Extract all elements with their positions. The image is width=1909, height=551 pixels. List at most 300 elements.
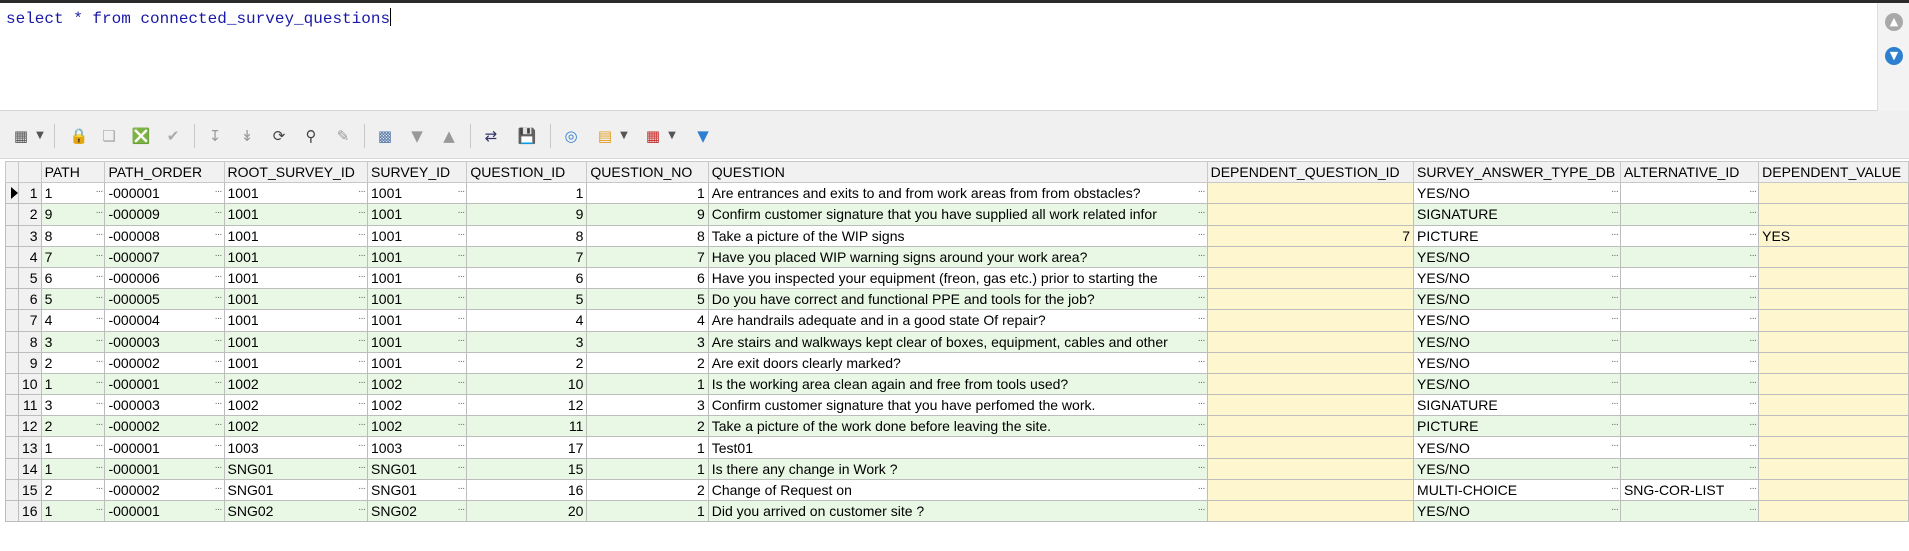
cell-root-survey-id[interactable] xyxy=(224,395,368,416)
cell-root-survey-id[interactable] xyxy=(224,289,368,310)
cell-root-survey-id[interactable] xyxy=(224,416,368,437)
cell-dependent-value[interactable] xyxy=(1759,267,1909,288)
cell-dependent-question-id[interactable] xyxy=(1207,479,1413,500)
cell-dependent-value[interactable] xyxy=(1759,479,1909,500)
cell-ellipsis-button[interactable]: ··· xyxy=(1610,249,1618,261)
cell-ellipsis-button[interactable]: ··· xyxy=(214,419,222,431)
cell-ellipsis-button[interactable]: ··· xyxy=(1749,249,1757,261)
table-row[interactable] xyxy=(6,225,1909,246)
cell-ellipsis-button[interactable]: ··· xyxy=(95,461,103,473)
chart-icon[interactable]: ▤ xyxy=(597,127,613,145)
cell-ellipsis-button[interactable]: ··· xyxy=(95,334,103,346)
cell-ellipsis-button[interactable]: ··· xyxy=(1197,398,1205,410)
cell-ellipsis-button[interactable]: ··· xyxy=(1197,270,1205,282)
cell-dependent-question-id[interactable] xyxy=(1207,225,1413,246)
cell-ellipsis-button[interactable]: ··· xyxy=(214,228,222,240)
cell-ellipsis-button[interactable]: ··· xyxy=(1610,376,1618,388)
cell-question[interactable] xyxy=(708,352,1207,373)
cell-survey-id[interactable] xyxy=(368,246,467,267)
query-by-example-icon[interactable]: ◎ xyxy=(564,127,578,145)
cell-question-id[interactable] xyxy=(467,479,587,500)
cell-dependent-question-id[interactable] xyxy=(1207,267,1413,288)
cell-ellipsis-button[interactable]: ··· xyxy=(214,461,222,473)
cell-ellipsis-button[interactable]: ··· xyxy=(214,207,222,219)
cell-dependent-question-id[interactable] xyxy=(1207,373,1413,394)
cell-alternative-id[interactable] xyxy=(1620,246,1758,267)
row-number[interactable]: 10 xyxy=(19,373,42,394)
cell-question-no[interactable] xyxy=(587,246,708,267)
cell-ellipsis-button[interactable]: ··· xyxy=(95,313,103,325)
cell-alternative-id[interactable] xyxy=(1620,416,1758,437)
cell-question[interactable] xyxy=(708,246,1207,267)
column-header-alternative-id[interactable]: ALTERNATIVE_ID xyxy=(1620,162,1758,183)
cell-ellipsis-button[interactable]: ··· xyxy=(95,207,103,219)
cell-ellipsis-button[interactable]: ··· xyxy=(358,313,366,325)
cell-root-survey-id[interactable] xyxy=(224,373,368,394)
cell-question[interactable] xyxy=(708,183,1207,204)
cell-ellipsis-button[interactable]: ··· xyxy=(1749,376,1757,388)
cell-question-no[interactable] xyxy=(587,501,708,522)
cell-path-order[interactable] xyxy=(105,310,224,331)
cell-dependent-question-id[interactable] xyxy=(1207,331,1413,352)
column-header-root-survey-id[interactable]: ROOT_SURVEY_ID xyxy=(224,162,368,183)
cell-path-order[interactable] xyxy=(105,289,224,310)
cell-path-order[interactable] xyxy=(105,331,224,352)
clear-icon[interactable]: ❎ xyxy=(131,127,151,145)
cell-question[interactable] xyxy=(708,373,1207,394)
cell-ellipsis-button[interactable]: ··· xyxy=(358,334,366,346)
cell-ellipsis-button[interactable]: ··· xyxy=(457,355,465,367)
cell-ellipsis-button[interactable]: ··· xyxy=(1610,398,1618,410)
cell-path-order[interactable] xyxy=(105,373,224,394)
cell-ellipsis-button[interactable]: ··· xyxy=(1610,419,1618,431)
cell-path-order[interactable] xyxy=(105,395,224,416)
cell-ellipsis-button[interactable]: ··· xyxy=(358,398,366,410)
cell-question-no[interactable] xyxy=(587,458,708,479)
table-row[interactable] xyxy=(6,204,1909,225)
cell-ellipsis-button[interactable]: ··· xyxy=(358,270,366,282)
table-row[interactable] xyxy=(6,479,1909,500)
cell-ellipsis-button[interactable]: ··· xyxy=(358,504,366,515)
cell-alternative-id[interactable] xyxy=(1620,183,1758,204)
table-row[interactable] xyxy=(6,395,1909,416)
cell-ellipsis-button[interactable]: ··· xyxy=(1749,398,1757,410)
cell-ellipsis-button[interactable]: ··· xyxy=(1610,186,1618,198)
cell-ellipsis-button[interactable]: ··· xyxy=(1197,482,1205,494)
cell-question-id[interactable] xyxy=(467,395,587,416)
cell-root-survey-id[interactable] xyxy=(224,437,368,458)
cell-survey-answer-type-db[interactable] xyxy=(1414,183,1621,204)
cell-ellipsis-button[interactable]: ··· xyxy=(1610,355,1618,367)
cell-survey-answer-type-db[interactable] xyxy=(1414,479,1621,500)
cell-path[interactable] xyxy=(41,267,105,288)
cell-alternative-id[interactable] xyxy=(1620,352,1758,373)
cell-dependent-value[interactable] xyxy=(1759,331,1909,352)
cell-path[interactable] xyxy=(41,331,105,352)
cell-root-survey-id[interactable] xyxy=(224,204,368,225)
cell-ellipsis-button[interactable]: ··· xyxy=(358,461,366,473)
cell-dependent-value[interactable] xyxy=(1759,395,1909,416)
cell-ellipsis-button[interactable]: ··· xyxy=(1610,334,1618,346)
cell-dependent-value[interactable] xyxy=(1759,183,1909,204)
cell-ellipsis-button[interactable]: ··· xyxy=(358,228,366,240)
cell-survey-id[interactable] xyxy=(368,479,467,500)
cell-path[interactable] xyxy=(41,289,105,310)
table-row[interactable] xyxy=(6,267,1909,288)
cell-dependent-value[interactable] xyxy=(1759,458,1909,479)
cell-ellipsis-button[interactable]: ··· xyxy=(95,355,103,367)
cell-survey-answer-type-db[interactable] xyxy=(1414,204,1621,225)
sql-editor[interactable] xyxy=(0,3,1877,111)
cell-path-order[interactable] xyxy=(105,352,224,373)
cell-survey-id[interactable] xyxy=(368,416,467,437)
row-number[interactable]: 13 xyxy=(19,437,42,458)
cell-question[interactable] xyxy=(708,331,1207,352)
cell-alternative-id[interactable] xyxy=(1620,437,1758,458)
cell-question[interactable] xyxy=(708,289,1207,310)
cell-ellipsis-button[interactable]: ··· xyxy=(95,482,103,494)
cell-survey-id[interactable] xyxy=(368,204,467,225)
cell-ellipsis-button[interactable]: ··· xyxy=(1749,270,1757,282)
table-row[interactable] xyxy=(6,458,1909,479)
column-header-question-no[interactable]: QUESTION_NO xyxy=(587,162,708,183)
cell-question-id[interactable] xyxy=(467,373,587,394)
cell-root-survey-id[interactable] xyxy=(224,458,368,479)
row-number[interactable]: 6 xyxy=(19,289,42,310)
cell-root-survey-id[interactable] xyxy=(224,352,368,373)
cell-ellipsis-button[interactable]: ··· xyxy=(95,504,103,515)
cell-question-no[interactable] xyxy=(587,331,708,352)
cell-ellipsis-button[interactable]: ··· xyxy=(457,419,465,431)
cell-question[interactable] xyxy=(708,437,1207,458)
cell-ellipsis-button[interactable]: ··· xyxy=(1749,461,1757,473)
cell-ellipsis-button[interactable]: ··· xyxy=(457,504,465,515)
link-icon[interactable]: ⇄ xyxy=(484,127,498,145)
save-icon[interactable]: 💾 xyxy=(517,127,537,145)
cell-question-no[interactable] xyxy=(587,310,708,331)
cell-ellipsis-button[interactable]: ··· xyxy=(95,228,103,240)
cell-alternative-id[interactable] xyxy=(1620,395,1758,416)
cell-ellipsis-button[interactable]: ··· xyxy=(1610,482,1618,494)
cell-ellipsis-button[interactable]: ··· xyxy=(1197,228,1205,240)
cell-path[interactable] xyxy=(41,395,105,416)
column-header-question[interactable]: QUESTION xyxy=(708,162,1207,183)
cell-survey-answer-type-db[interactable] xyxy=(1414,289,1621,310)
cell-ellipsis-button[interactable]: ··· xyxy=(214,313,222,325)
cell-dependent-question-id[interactable] xyxy=(1207,204,1413,225)
cell-question-no[interactable] xyxy=(587,225,708,246)
row-number[interactable]: 2 xyxy=(19,204,42,225)
cell-ellipsis-button[interactable]: ··· xyxy=(457,313,465,325)
cell-ellipsis-button[interactable]: ··· xyxy=(214,440,222,452)
cell-dependent-value[interactable] xyxy=(1759,246,1909,267)
cell-survey-answer-type-db[interactable] xyxy=(1414,310,1621,331)
cell-path-order[interactable] xyxy=(105,416,224,437)
cell-dependent-value[interactable] xyxy=(1759,204,1909,225)
cell-question-no[interactable] xyxy=(587,267,708,288)
cell-dependent-question-id[interactable] xyxy=(1207,246,1413,267)
cell-ellipsis-button[interactable]: ··· xyxy=(457,398,465,410)
table-row[interactable] xyxy=(6,246,1909,267)
cell-question-id[interactable] xyxy=(467,289,587,310)
cell-survey-id[interactable] xyxy=(368,331,467,352)
column-header-survey-answer-type-db[interactable]: SURVEY_ANSWER_TYPE_DB xyxy=(1414,162,1621,183)
cell-dependent-question-id[interactable] xyxy=(1207,289,1413,310)
cell-question-id[interactable] xyxy=(467,416,587,437)
cell-ellipsis-button[interactable]: ··· xyxy=(95,186,103,198)
cell-question-id[interactable] xyxy=(467,310,587,331)
cell-survey-answer-type-db[interactable] xyxy=(1414,331,1621,352)
cell-alternative-id[interactable] xyxy=(1620,289,1758,310)
cell-dependent-value[interactable] xyxy=(1759,437,1909,458)
table-row[interactable] xyxy=(6,352,1909,373)
cell-ellipsis-button[interactable]: ··· xyxy=(1197,186,1205,198)
cell-dependent-value[interactable] xyxy=(1759,310,1909,331)
cell-survey-id[interactable] xyxy=(368,310,467,331)
cell-ellipsis-button[interactable]: ··· xyxy=(457,270,465,282)
layout-icon[interactable]: ▩ xyxy=(377,127,393,145)
cell-ellipsis-button[interactable]: ··· xyxy=(1197,419,1205,431)
cell-root-survey-id[interactable] xyxy=(224,246,368,267)
table-row[interactable] xyxy=(6,289,1909,310)
cell-survey-id[interactable] xyxy=(368,501,467,522)
table-row[interactable] xyxy=(6,331,1909,352)
row-number[interactable]: 15 xyxy=(19,479,42,500)
cell-ellipsis-button[interactable]: ··· xyxy=(457,249,465,261)
cell-ellipsis-button[interactable]: ··· xyxy=(95,376,103,388)
row-number[interactable]: 8 xyxy=(19,331,42,352)
cell-path[interactable] xyxy=(41,246,105,267)
cell-question-no[interactable] xyxy=(587,183,708,204)
row-number[interactable]: 5 xyxy=(19,267,42,288)
cell-question[interactable] xyxy=(708,204,1207,225)
cell-dependent-value[interactable] xyxy=(1759,416,1909,437)
cell-path[interactable] xyxy=(41,458,105,479)
cell-root-survey-id[interactable] xyxy=(224,310,368,331)
cell-ellipsis-button[interactable]: ··· xyxy=(1610,292,1618,304)
cell-ellipsis-button[interactable]: ··· xyxy=(1197,313,1205,325)
cell-alternative-id[interactable] xyxy=(1620,479,1758,500)
cell-survey-id[interactable] xyxy=(368,458,467,479)
cell-ellipsis-button[interactable]: ··· xyxy=(358,249,366,261)
cell-dependent-value[interactable] xyxy=(1759,225,1909,246)
cell-path-order[interactable] xyxy=(105,183,224,204)
cell-question-id[interactable] xyxy=(467,458,587,479)
export-grid-icon[interactable]: ▦ xyxy=(645,127,661,145)
cell-ellipsis-button[interactable]: ··· xyxy=(214,398,222,410)
cell-ellipsis-button[interactable]: ··· xyxy=(95,270,103,282)
cell-question-no[interactable] xyxy=(587,352,708,373)
cell-dependent-question-id[interactable] xyxy=(1207,352,1413,373)
cell-survey-id[interactable] xyxy=(368,267,467,288)
cell-ellipsis-button[interactable]: ··· xyxy=(95,249,103,261)
cell-ellipsis-button[interactable]: ··· xyxy=(214,504,222,515)
cell-ellipsis-button[interactable]: ··· xyxy=(1610,270,1618,282)
cell-question[interactable] xyxy=(708,479,1207,500)
scroll-down-icon[interactable]: ▼ xyxy=(1885,47,1903,65)
cell-dependent-value[interactable] xyxy=(1759,289,1909,310)
chart-chevron-down-icon[interactable]: ▼ xyxy=(620,130,628,141)
cell-root-survey-id[interactable] xyxy=(224,331,368,352)
cell-question-no[interactable] xyxy=(587,289,708,310)
cell-ellipsis-button[interactable]: ··· xyxy=(457,376,465,388)
cell-question[interactable] xyxy=(708,416,1207,437)
cell-path[interactable] xyxy=(41,204,105,225)
cell-root-survey-id[interactable] xyxy=(224,183,368,204)
cell-ellipsis-button[interactable]: ··· xyxy=(95,398,103,410)
cell-question[interactable] xyxy=(708,395,1207,416)
row-number[interactable]: 14 xyxy=(19,458,42,479)
cell-question[interactable] xyxy=(708,267,1207,288)
cell-survey-id[interactable] xyxy=(368,373,467,394)
cell-ellipsis-button[interactable]: ··· xyxy=(1197,207,1205,219)
table-row[interactable] xyxy=(6,501,1909,522)
column-header-dependent-question-id[interactable]: DEPENDENT_QUESTION_ID xyxy=(1207,162,1413,183)
cell-survey-answer-type-db[interactable] xyxy=(1414,267,1621,288)
find-icon[interactable]: ⚲ xyxy=(305,127,317,145)
row-number[interactable]: 12 xyxy=(19,416,42,437)
cell-path[interactable] xyxy=(41,416,105,437)
cell-ellipsis-button[interactable]: ··· xyxy=(1749,440,1757,452)
cell-ellipsis-button[interactable]: ··· xyxy=(457,186,465,198)
cell-survey-answer-type-db[interactable] xyxy=(1414,225,1621,246)
cell-dependent-question-id[interactable] xyxy=(1207,183,1413,204)
cell-ellipsis-button[interactable]: ··· xyxy=(1610,504,1618,515)
cell-question-no[interactable] xyxy=(587,204,708,225)
cell-ellipsis-button[interactable]: ··· xyxy=(214,482,222,494)
row-number[interactable]: 9 xyxy=(19,352,42,373)
sort-asc-icon[interactable]: ▲ xyxy=(443,127,455,145)
column-header-path[interactable]: PATH xyxy=(41,162,105,183)
cell-question-id[interactable] xyxy=(467,267,587,288)
cell-alternative-id[interactable] xyxy=(1620,310,1758,331)
cell-ellipsis-button[interactable]: ··· xyxy=(457,482,465,494)
cell-dependent-question-id[interactable] xyxy=(1207,416,1413,437)
cell-survey-answer-type-db[interactable] xyxy=(1414,352,1621,373)
row-number[interactable]: 4 xyxy=(19,246,42,267)
cell-ellipsis-button[interactable]: ··· xyxy=(1610,228,1618,240)
table-row[interactable] xyxy=(6,310,1909,331)
cell-path[interactable] xyxy=(41,225,105,246)
cell-ellipsis-button[interactable]: ··· xyxy=(214,186,222,198)
cell-question[interactable] xyxy=(708,310,1207,331)
cell-ellipsis-button[interactable]: ··· xyxy=(1197,440,1205,452)
cell-ellipsis-button[interactable]: ··· xyxy=(214,376,222,388)
cell-ellipsis-button[interactable]: ··· xyxy=(1610,207,1618,219)
table-row[interactable] xyxy=(6,183,1909,204)
refresh-icon[interactable]: ⟳ xyxy=(272,127,286,145)
cell-ellipsis-button[interactable]: ··· xyxy=(358,207,366,219)
scroll-up-icon[interactable]: ▲ xyxy=(1885,13,1903,31)
cell-ellipsis-button[interactable]: ··· xyxy=(1197,461,1205,473)
cell-question-id[interactable] xyxy=(467,331,587,352)
first-record-icon[interactable]: ↧ xyxy=(208,127,222,145)
cell-question-id[interactable] xyxy=(467,204,587,225)
row-number[interactable]: 1 xyxy=(19,183,42,204)
lock-icon[interactable]: 🔒 xyxy=(69,127,89,145)
cell-ellipsis-button[interactable]: ··· xyxy=(95,440,103,452)
cell-root-survey-id[interactable] xyxy=(224,225,368,246)
cell-ellipsis-button[interactable]: ··· xyxy=(1749,355,1757,367)
cell-ellipsis-button[interactable]: ··· xyxy=(1610,461,1618,473)
cell-question[interactable] xyxy=(708,458,1207,479)
cell-ellipsis-button[interactable]: ··· xyxy=(214,334,222,346)
cell-survey-answer-type-db[interactable] xyxy=(1414,416,1621,437)
cell-survey-id[interactable] xyxy=(368,437,467,458)
cell-dependent-question-id[interactable] xyxy=(1207,395,1413,416)
cell-path[interactable] xyxy=(41,501,105,522)
cell-survey-answer-type-db[interactable] xyxy=(1414,437,1621,458)
cell-ellipsis-button[interactable]: ··· xyxy=(1197,334,1205,346)
cell-survey-id[interactable] xyxy=(368,225,467,246)
post-check-icon[interactable]: ✔ xyxy=(166,127,180,145)
cell-root-survey-id[interactable] xyxy=(224,479,368,500)
cell-ellipsis-button[interactable]: ··· xyxy=(358,440,366,452)
cell-dependent-question-id[interactable] xyxy=(1207,310,1413,331)
cell-alternative-id[interactable] xyxy=(1620,331,1758,352)
grid-settings-icon[interactable]: ▦ xyxy=(13,127,29,145)
export-chevron-down-icon[interactable]: ▼ xyxy=(668,130,676,141)
cell-ellipsis-button[interactable]: ··· xyxy=(95,419,103,431)
cell-path[interactable] xyxy=(41,310,105,331)
row-number[interactable]: 7 xyxy=(19,310,42,331)
cell-ellipsis-button[interactable]: ··· xyxy=(1197,292,1205,304)
cell-ellipsis-button[interactable]: ··· xyxy=(1749,419,1757,431)
cell-ellipsis-button[interactable]: ··· xyxy=(1197,504,1205,515)
cell-path-order[interactable] xyxy=(105,501,224,522)
cell-ellipsis-button[interactable]: ··· xyxy=(1749,207,1757,219)
cell-path[interactable] xyxy=(41,352,105,373)
cell-dependent-value[interactable] xyxy=(1759,352,1909,373)
cell-alternative-id[interactable] xyxy=(1620,267,1758,288)
cell-ellipsis-button[interactable]: ··· xyxy=(1749,334,1757,346)
cell-ellipsis-button[interactable]: ··· xyxy=(1610,440,1618,452)
column-header-question-id[interactable]: QUESTION_ID xyxy=(467,162,587,183)
cell-survey-id[interactable] xyxy=(368,352,467,373)
row-number[interactable]: 3 xyxy=(19,225,42,246)
cell-survey-id[interactable] xyxy=(368,395,467,416)
table-row[interactable] xyxy=(6,373,1909,394)
cell-ellipsis-button[interactable]: ··· xyxy=(1197,249,1205,261)
cell-question-id[interactable] xyxy=(467,501,587,522)
cell-ellipsis-button[interactable]: ··· xyxy=(214,292,222,304)
cell-root-survey-id[interactable] xyxy=(224,501,368,522)
cell-survey-answer-type-db[interactable] xyxy=(1414,395,1621,416)
cell-ellipsis-button[interactable]: ··· xyxy=(358,292,366,304)
cell-ellipsis-button[interactable]: ··· xyxy=(457,334,465,346)
filter-icon[interactable]: ▼ xyxy=(697,127,709,145)
cell-question[interactable] xyxy=(708,225,1207,246)
cell-survey-answer-type-db[interactable] xyxy=(1414,373,1621,394)
cell-dependent-question-id[interactable] xyxy=(1207,458,1413,479)
cell-ellipsis-button[interactable]: ··· xyxy=(457,292,465,304)
cell-ellipsis-button[interactable]: ··· xyxy=(457,228,465,240)
cell-question-no[interactable] xyxy=(587,416,708,437)
cell-ellipsis-button[interactable]: ··· xyxy=(1197,376,1205,388)
cell-path-order[interactable] xyxy=(105,246,224,267)
cell-ellipsis-button[interactable]: ··· xyxy=(358,482,366,494)
cell-survey-answer-type-db[interactable] xyxy=(1414,246,1621,267)
cell-ellipsis-button[interactable]: ··· xyxy=(358,355,366,367)
cell-ellipsis-button[interactable]: ··· xyxy=(214,249,222,261)
cell-ellipsis-button[interactable]: ··· xyxy=(1749,504,1757,515)
column-header-survey-id[interactable]: SURVEY_ID xyxy=(368,162,467,183)
cell-ellipsis-button[interactable]: ··· xyxy=(457,461,465,473)
cell-ellipsis-button[interactable]: ··· xyxy=(358,186,366,198)
row-number[interactable]: 11 xyxy=(19,395,42,416)
row-number[interactable]: 16 xyxy=(19,501,42,522)
cell-path-order[interactable] xyxy=(105,458,224,479)
